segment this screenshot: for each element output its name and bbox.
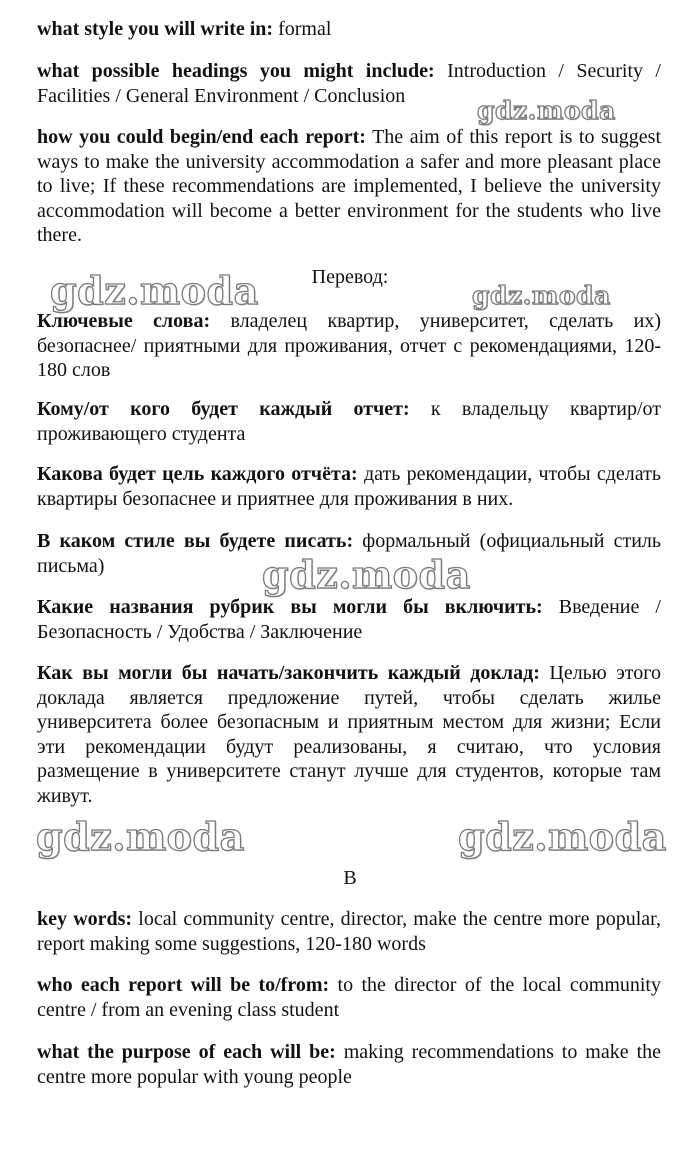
watermark: gdz.moda: [50, 268, 259, 313]
paragraph-text: making recommendations to make the centre more popular with young people: [37, 1041, 662, 1088]
section-b-heading: B: [343, 867, 357, 889]
watermark: gdz.moda: [472, 281, 611, 310]
paragraph-to-from-ru: [37, 397, 661, 446]
paragraph-key: how you could begin/end each report:: [37, 126, 366, 148]
paragraph-key: what style you will write in:: [37, 18, 274, 40]
paragraph-headings-ru: [37, 595, 661, 644]
paragraph-purpose-ru: [37, 462, 661, 511]
paragraph-key: what the purpose of each will be:: [37, 1041, 336, 1063]
paragraph-text: дать рекомендации, чтобы сделать квартиры безопаснее и приятнее для проживания в них.: [37, 463, 661, 510]
paragraph-begin-end: [37, 125, 661, 248]
paragraph-key: key words:: [37, 908, 133, 930]
paragraph-key: Какие названия рубрик вы могли бы включить:: [37, 596, 543, 618]
watermark: gdz.moda: [262, 552, 471, 597]
watermark: gdz.moda: [477, 96, 616, 125]
paragraph-text: к владельцу квартир/от проживающего студента: [37, 398, 661, 445]
watermark: gdz.moda: [458, 814, 667, 859]
paragraph-key: Какова будет цель каждого отчёта:: [37, 463, 358, 485]
paragraph-text: The aim of this report is to suggest ways to make the university accommodation a safer and more pleasant place to live; If these recommendations are implemented, I believe the university accommodation will become a better environment for the students who live there.: [37, 126, 661, 246]
paragraph-key: В каком стиле вы будете писать:: [37, 530, 354, 552]
paragraph-style: [37, 17, 661, 42]
watermark: gdz.moda: [36, 814, 245, 859]
paragraph-text: Целью этого доклада является предложение путей, чтобы сделать жилье университета более безопасным и приятным местом для жизни; Если эти рекомендации будут реализованы, я считаю, что условия размещение в университете станут лучше для студентов, которые там живут.: [37, 662, 661, 807]
paragraph-begin-end-ru: [37, 661, 661, 808]
paragraph-text: владелец квартир, университет, сделать их) безопаснее/ приятными для проживания, отчет с рекомендациями, 120-180 слов: [37, 310, 661, 381]
paragraph-key-words-b: [37, 907, 661, 956]
paragraph-key: who each report will be to/from:: [37, 974, 330, 996]
paragraph-to-from-b: [37, 973, 661, 1022]
paragraph-text: local community centre, director, make the centre more popular, report making some suggestions, 120-180 words: [37, 908, 662, 955]
paragraph-text: to the director of the local community centre / from an evening class student: [37, 974, 661, 1021]
paragraph-key: what possible headings you might include:: [37, 60, 435, 82]
paragraph-key-words-ru: [37, 309, 661, 383]
translation-heading: Перевод:: [311, 266, 389, 288]
paragraph-key: Кому/от кого будет каждый отчет:: [37, 398, 410, 420]
paragraph-text: Введение / Безопасность / Удобства / Заключение: [37, 596, 661, 643]
paragraph-key: Ключевые слова:: [37, 310, 211, 332]
paragraph-text: formal: [273, 18, 332, 40]
paragraph-purpose-b: [37, 1040, 661, 1089]
paragraph-text: формальный (официальный стиль письма): [37, 530, 662, 577]
paragraph-text: Introduction / Security / Facilities / General Environment / Conclusion: [37, 60, 661, 107]
paragraph-key: Как вы могли бы начать/закончить каждый доклад:: [37, 662, 540, 684]
